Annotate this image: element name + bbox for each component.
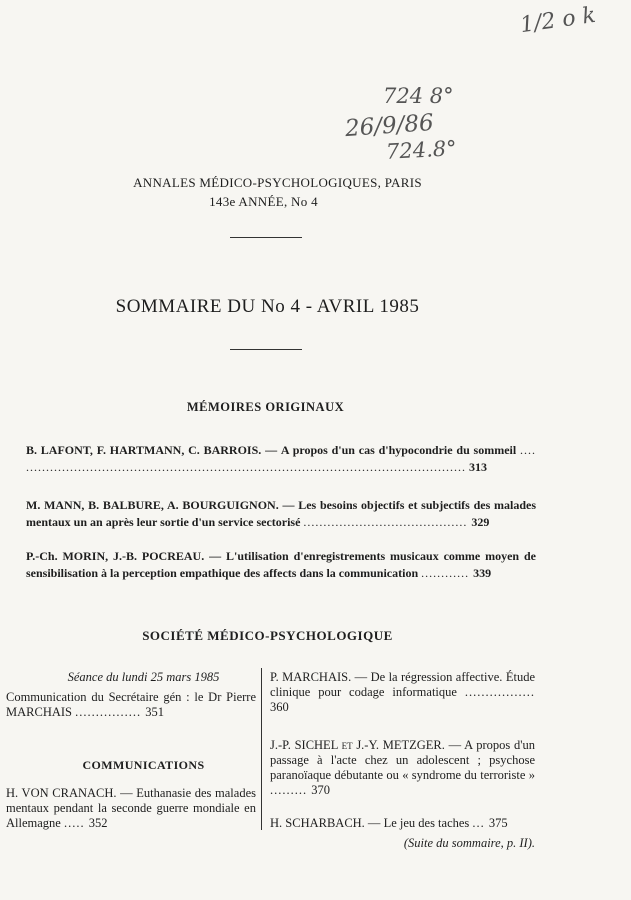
entry-author: H. SCHARBACH. —	[270, 816, 381, 830]
memoire-entry-3: P.-Ch. MORIN, J.-B. POCREAU. — L'utilisation d'enregistrements musicaux comme moyen de sensibilisation à la perception empathique des affects dans la communication ............ 339	[26, 549, 537, 580]
entry-authors: B. LAFONT, F. HARTMANN, C. BARROIS. —	[26, 443, 278, 457]
handwritten-call-number-2: 724.8°	[385, 136, 458, 164]
entry-text: A propos d'un passage à l'acte chez un adolescent ; psychose paranoïaque débutante ou « syndrome du terroriste »	[270, 738, 535, 782]
entry-page: 370	[311, 783, 330, 797]
column-divider	[261, 668, 262, 830]
entry-author: P. MARCHAIS. —	[270, 670, 368, 684]
entry-page: 351	[145, 705, 164, 719]
entry-text: L'utilisation d'enregistrements musicaux comme moyen de sensibilisation à la perception empathique des affects dans la communication	[26, 549, 537, 580]
handwritten-note-top-right: 1/2 o k	[518, 2, 598, 39]
memoire-entry-1: B. LAFONT, F. HARTMANN, C. BARROIS. — A propos d'un cas d'hypocondrie du sommeil .... .............................................................................................................. 313	[26, 443, 537, 474]
header-rule	[230, 237, 302, 238]
journal-name: ANNALES MÉDICO-PSYCHOLOGIQUES, PARIS	[133, 175, 422, 190]
journal-year-issue: 143e ANNÉE, No 4	[209, 194, 318, 209]
suite-note: (Suite du sommaire, p. II).	[403, 836, 535, 850]
memoires-heading: MÉMOIRES ORIGINAUX	[186, 400, 345, 414]
entry-page: 339	[473, 566, 492, 580]
entry-text: De la régression affective. Étude clinique pour codage informatique	[270, 670, 535, 699]
seance-date: Séance du lundi 25 mars 1985	[67, 670, 220, 684]
communication-entry-cranach: H. VON CRANACH. — Euthanasie des malades mentaux pendant la seconde guerre mondiale en Allemagne ..... 352	[6, 786, 256, 830]
memoire-entry-2: M. MANN, B. BALBURE, A. BOURGUIGNON. — Les besoins objectifs et subjectifs des malades mentaux un an après leur sortie d'un service sectorisé ......................................... 329	[26, 498, 536, 529]
communications-heading: COMMUNICATIONS	[82, 758, 205, 772]
entry-authors: M. MANN, B. BALBURE, A. BOURGUIGNON. —	[26, 498, 295, 512]
entry-page: 352	[88, 816, 108, 830]
entry-text: A propos d'un cas d'hypocondrie du sommeil	[280, 443, 517, 457]
societe-heading: SOCIÉTÉ MÉDICO-PSYCHOLOGIQUE	[142, 628, 393, 643]
entry-page: 313	[469, 460, 487, 474]
entry-author: H. VON CRANACH. —	[6, 786, 133, 800]
communication-secretaire: Communication du Secrétaire gén : le Dr Pierre MARCHAIS ................ 351	[6, 690, 256, 719]
communication-entry-sichel: J.-P. SICHEL et J.-Y. METZGER. — A propos d'un passage à l'acte chez un adolescent ; psychose paranoïaque débutante ou « syndrome du terroriste » ......... 370	[270, 738, 535, 797]
entry-authors: P.-Ch. MORIN, J.-B. POCREAU. —	[26, 549, 222, 563]
handwritten-date: 26/9/86	[344, 109, 435, 143]
entry-author: J.-P. SICHEL et J.-Y. METZGER. —	[270, 738, 462, 752]
page-title: SOMMAIRE DU No 4 - AVRIL 1985	[115, 296, 420, 317]
entry-text: Les besoins objectifs et subjectifs des malades mentaux un an après leur sortie d'un service sectorisé	[26, 498, 536, 529]
entry-text: Communication du Secrétaire gén : le Dr Pierre MARCHAIS	[6, 690, 256, 719]
entry-page: 329	[471, 515, 490, 529]
entry-text: Euthanasie des malades mentaux pendant la seconde guerre mondiale en Allemagne	[6, 786, 256, 830]
communication-entry-marchais: P. MARCHAIS. — De la régression affective. Étude clinique pour codage informatique ................. 360	[270, 670, 535, 714]
entry-page: 360	[270, 700, 289, 714]
entry-page: 375	[488, 816, 508, 830]
entry-text: Le jeu des taches	[383, 816, 470, 830]
title-rule	[230, 349, 302, 350]
communication-entry-scharbach: H. SCHARBACH. — Le jeu des taches ... 375	[270, 816, 508, 830]
handwritten-call-number-1: 724 8°	[383, 84, 454, 108]
